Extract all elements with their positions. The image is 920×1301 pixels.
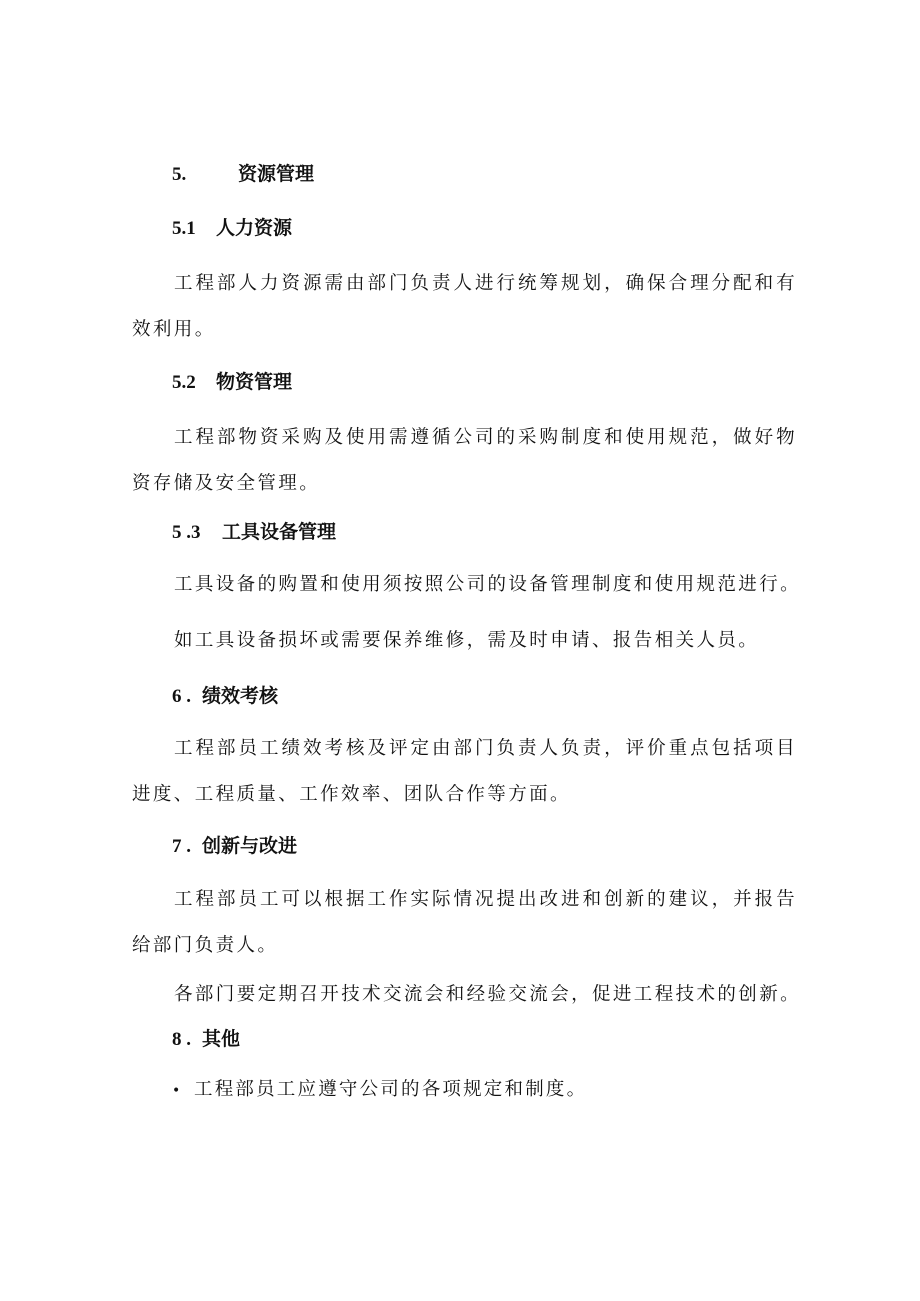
section-5-3-heading [172,520,336,545]
section-title: 其他 [202,1028,241,1050]
paragraph-7a: 工程部员工可以根据工作实际情况提出改进和创新的建议，并报告给部门负责人。 [132,889,797,956]
section-6-heading [172,684,278,709]
section-5-heading [172,162,314,187]
section-title: 工具设备管理 [222,521,337,543]
bullet-item [172,1078,587,1103]
bullet-icon: • [172,1083,181,1099]
section-number: 7 . [172,836,191,857]
section-title: 创新与改进 [202,835,298,857]
section-7-heading [172,834,297,859]
section-number: 5 .3 [172,522,201,543]
section-title: 绩效考核 [202,685,279,707]
section-number: 5. [172,164,187,185]
section-5-1-heading [172,216,292,241]
section-title: 物资管理 [216,371,293,393]
section-5-2-heading [172,370,292,395]
section-title: 资源管理 [238,163,315,185]
paragraph-5-2: 工程部物资采购及使用需遵循公司的采购制度和使用规范，做好物资存储及安全管理。 [132,427,797,494]
section-number: 5.1 [172,218,196,239]
paragraph-6: 工程部员工绩效考核及评定由部门负责人负责，评价重点包括项目进度、工程质量、工作效率、团队合作等方面。 [132,738,797,805]
section-title: 人力资源 [216,217,293,239]
paragraph-5-1: 工程部人力资源需由部门负责人进行统筹规划，确保合理分配和有效利用。 [132,273,797,340]
section-number: 5.2 [172,372,196,393]
bullet-text: 工程部员工应遵守公司的各项规定和制度。 [194,1079,588,1100]
paragraph-5-3a: 工具设备的购置和使用须按照公司的设备管理制度和使用规范进行。 [174,574,802,595]
paragraph-5-3b: 如工具设备损坏或需要保养维修，需及时申请、报告相关人员。 [174,630,760,651]
section-number: 8 . [172,1029,191,1050]
paragraph-7b: 各部门要定期召开技术交流会和经验交流会，促进工程技术的创新。 [174,984,802,1005]
section-number: 6 . [172,686,191,707]
section-8-heading [172,1027,240,1052]
